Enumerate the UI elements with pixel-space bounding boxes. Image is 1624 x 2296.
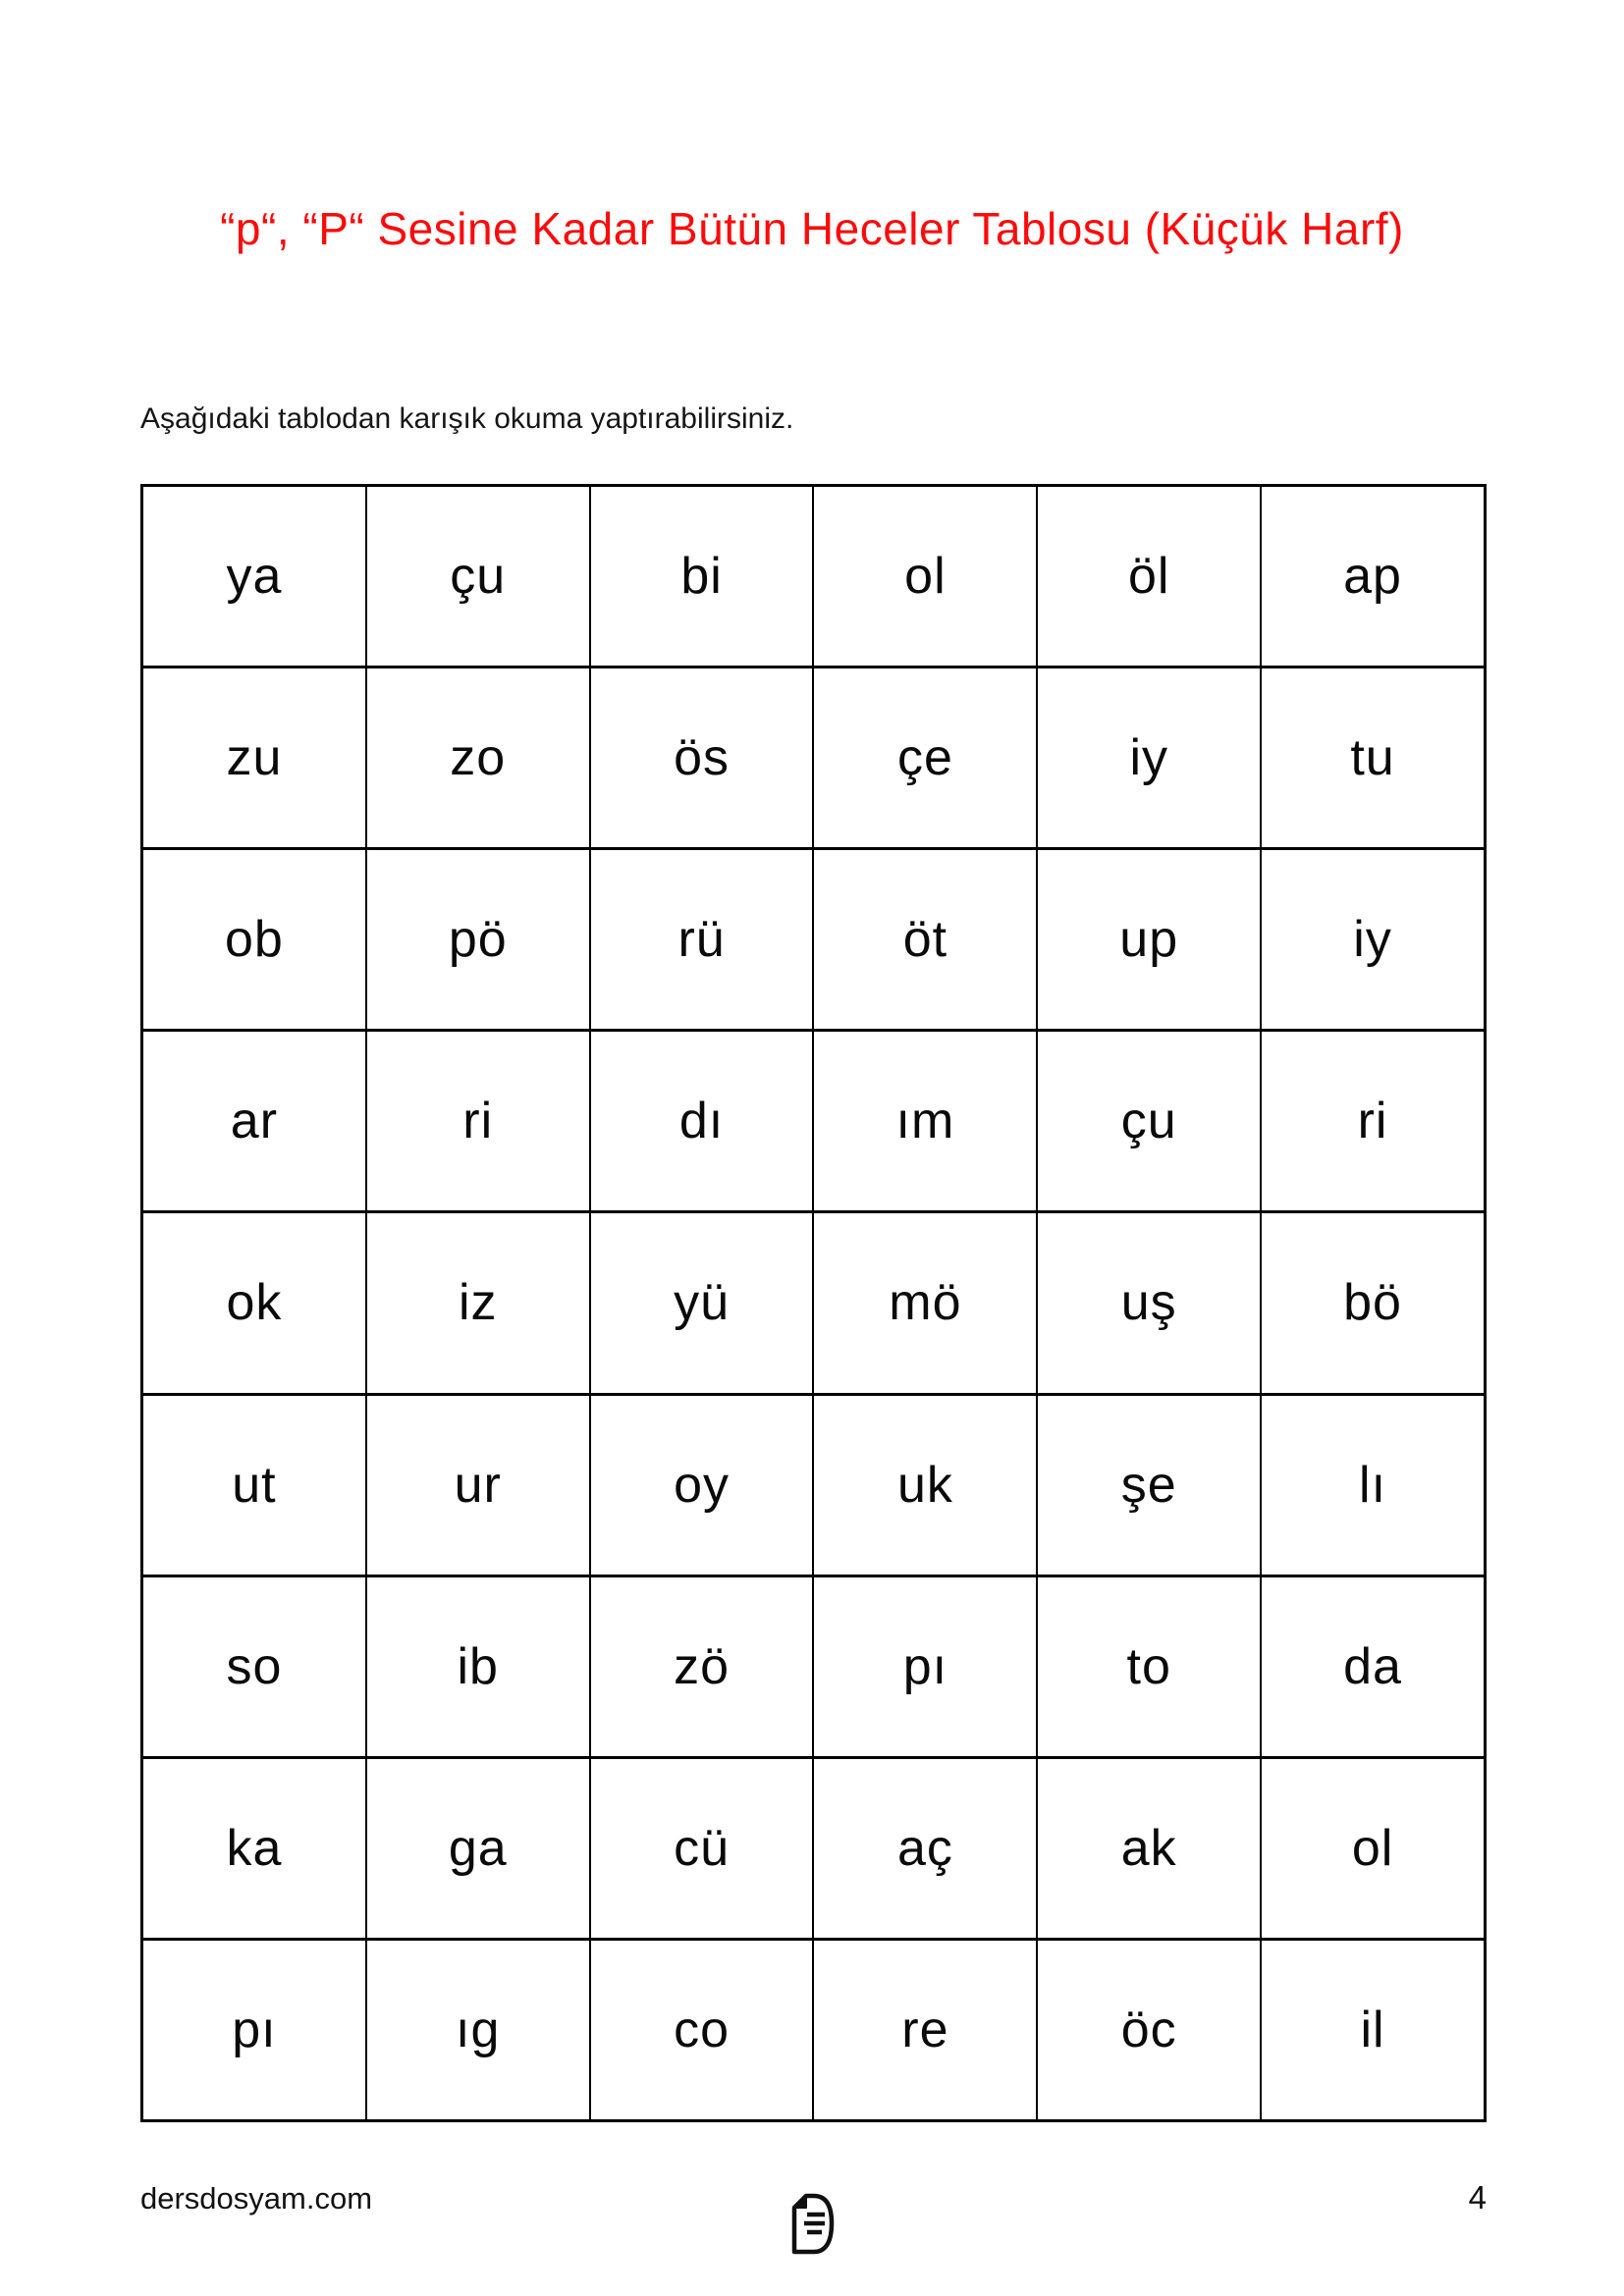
syllable-cell: dı — [591, 1032, 815, 1210]
syllable-cell: öl — [1038, 487, 1262, 666]
syllable-cell: pı — [814, 1577, 1038, 1756]
table-row — [143, 1213, 1484, 1395]
syllable-cell: ar — [143, 1032, 367, 1210]
syllable-cell: ak — [1038, 1759, 1262, 1938]
table-row — [143, 850, 1484, 1032]
syllable-cell: öt — [814, 850, 1038, 1029]
syllable-cell: bi — [591, 487, 815, 666]
syllable-cell: cü — [591, 1759, 815, 1938]
syllable-table — [140, 484, 1487, 2122]
page-number: 4 — [1468, 2179, 1487, 2216]
table-row — [143, 1759, 1484, 1941]
syllable-cell: ok — [143, 1213, 367, 1392]
syllable-cell: ya — [143, 487, 367, 666]
syllable-cell: to — [1038, 1577, 1262, 1756]
syllable-cell: şe — [1038, 1396, 1262, 1575]
syllable-cell: bö — [1343, 1274, 1402, 1332]
syllable-cell: ur — [367, 1396, 591, 1575]
syllable-cell: ıg — [367, 1941, 591, 2119]
footer-site-url: dersdosyam.com — [140, 2181, 373, 2216]
syllable-cell: tu — [1350, 729, 1395, 787]
syllable-cell: çu — [1038, 1032, 1262, 1210]
syllable-cell: ri — [1357, 1093, 1388, 1150]
instruction-text: Aşağıdaki tablodan karışık okuma yaptırabilirsiniz. — [140, 402, 794, 435]
syllable-cell: ob — [143, 850, 367, 1029]
syllable-cell: ka — [143, 1759, 367, 1938]
table-row — [143, 1396, 1484, 1577]
table-row — [143, 668, 1484, 850]
syllable-cell: iy — [1038, 668, 1262, 847]
syllable-cell: yü — [591, 1213, 815, 1392]
table-row — [143, 1941, 1484, 2119]
syllable-cell: mö — [814, 1213, 1038, 1392]
syllable-cell: ös — [591, 668, 815, 847]
syllable-cell: aç — [814, 1759, 1038, 1938]
syllable-cell: co — [591, 1941, 815, 2119]
syllable-cell: zo — [367, 668, 591, 847]
syllable-cell: up — [1038, 850, 1262, 1029]
syllable-cell: öc — [1038, 1941, 1262, 2119]
syllable-cell: iz — [367, 1213, 591, 1392]
syllable-cell: uş — [1038, 1213, 1262, 1392]
syllable-cell: zu — [143, 668, 367, 847]
syllable-cell: ib — [367, 1577, 591, 1756]
syllable-cell: lı — [1359, 1456, 1387, 1514]
syllable-cell: iy — [1353, 911, 1392, 969]
syllable-cell: ut — [143, 1396, 367, 1575]
syllable-cell: çu — [367, 487, 591, 666]
document-logo-icon — [789, 2193, 835, 2256]
syllable-cell: ri — [367, 1032, 591, 1210]
syllable-cell: da — [1343, 1637, 1402, 1695]
table-row — [143, 1032, 1484, 1213]
syllable-cell: ga — [367, 1759, 591, 1938]
syllable-cell: ol — [814, 487, 1038, 666]
syllable-cell: ol — [1351, 1819, 1394, 1877]
syllable-cell: pö — [367, 850, 591, 1029]
table-row — [143, 487, 1484, 668]
syllable-cell: rü — [591, 850, 815, 1029]
page-title: “p“, “P“ Sesine Kadar Bütün Heceler Tablosu (Küçük Harf) — [220, 203, 1404, 254]
syllable-cell: oy — [591, 1396, 815, 1575]
table-row — [143, 1577, 1484, 1759]
syllable-cell: il — [1360, 2001, 1385, 2058]
syllable-cell: pı — [143, 1941, 367, 2119]
syllable-cell: uk — [814, 1396, 1038, 1575]
syllable-cell: re — [814, 1941, 1038, 2119]
syllable-cell: zö — [591, 1577, 815, 1756]
syllable-cell: so — [143, 1577, 367, 1756]
syllable-cell: çe — [814, 668, 1038, 847]
syllable-cell: ım — [814, 1032, 1038, 1210]
syllable-cell: ap — [1343, 548, 1402, 606]
